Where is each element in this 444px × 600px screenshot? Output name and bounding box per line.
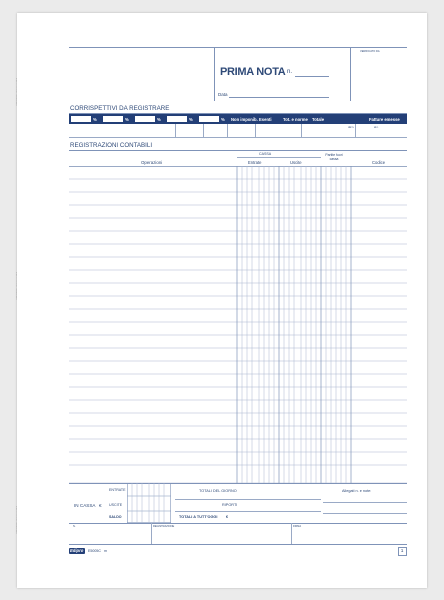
- totals-rule: [175, 511, 241, 512]
- ledger-grid[interactable]: [69, 166, 407, 483]
- partite-fuori-cassa-header: Partite fuori cassa: [325, 153, 343, 161]
- cassa-header: CASSA: [259, 152, 272, 156]
- fatture-dal-label: dal n.: [348, 126, 355, 129]
- percent-label: %: [157, 116, 161, 122]
- percent-label: %: [221, 116, 225, 122]
- corrispettivi-header-bar: [69, 114, 407, 124]
- col-fatture-emesse: Fatture emesse: [369, 116, 400, 122]
- amount-cell[interactable]: [199, 116, 219, 122]
- corr-divider: [227, 124, 228, 137]
- registrazioni-title: REGISTRAZIONI CONTABILI: [70, 142, 153, 149]
- footer-top-rule: [69, 483, 407, 484]
- currency-symbol: €: [99, 503, 102, 508]
- totals-rule: [175, 499, 241, 500]
- cassa-underline: [237, 157, 321, 158]
- sign-registrazione-label: REGISTRAZIONE: [153, 525, 175, 528]
- page-number: 1: [400, 548, 404, 554]
- riporti-label: RIPORTI: [222, 503, 238, 507]
- verified-by-label: VERIFICATO DA: [360, 50, 380, 53]
- amount-cell[interactable]: [167, 116, 187, 122]
- percent-label: %: [125, 116, 129, 122]
- totals-rule: [237, 499, 321, 500]
- signature-divider: [151, 523, 152, 544]
- totali-giorno-label: TOTALI DEL GIORNO: [199, 489, 237, 493]
- header-divider-left: [214, 47, 215, 101]
- brand-logo: Edipro: [70, 548, 84, 553]
- date-field[interactable]: [229, 97, 329, 98]
- sign-n-label: N.: [73, 525, 76, 528]
- corrispettivi-title: CORRISPETTIVI DA REGISTRARE: [70, 105, 170, 112]
- operazioni-header: Operazioni: [141, 160, 163, 165]
- saldo-label: SALDO: [109, 515, 122, 519]
- signature-top-rule: [69, 523, 407, 524]
- in-cassa-label: IN CASSA: [74, 503, 96, 508]
- corr-divider: [255, 124, 256, 137]
- page-title: PRIMA NOTA: [220, 66, 286, 78]
- registrazioni-top-rule: [69, 150, 407, 151]
- prima-nota-sheet: [17, 13, 427, 588]
- col-non-imponibili: Non imponib.: [231, 116, 258, 122]
- corr-bottom-rule: [69, 137, 407, 138]
- corr-divider: [203, 124, 204, 137]
- col-totale: Totale: [312, 116, 325, 122]
- uscite-header: Uscite: [290, 160, 302, 165]
- allegati-label: Allegati n. e note:: [342, 489, 372, 493]
- amount-cell[interactable]: [103, 116, 123, 122]
- col-esenti: Esenti: [259, 116, 272, 122]
- fatture-al-label: al n.: [374, 126, 379, 129]
- amount-cell[interactable]: [135, 116, 155, 122]
- col-tot-norme: Tot. e norme: [283, 116, 308, 122]
- date-label: Data: [218, 92, 228, 97]
- product-code-suffix: m: [104, 549, 107, 553]
- allegati-line: [323, 502, 407, 503]
- codice-header: Codice: [372, 160, 386, 165]
- amount-cell[interactable]: [71, 116, 91, 122]
- header-divider-right: [350, 47, 351, 101]
- page-number-box: [398, 547, 407, 556]
- percent-label: %: [189, 116, 193, 122]
- sign-firma-label: FIRMA: [293, 525, 302, 528]
- header-top-rule: [69, 47, 407, 48]
- signature-divider: [291, 523, 292, 544]
- totali-tutt-oggi-label: TOTALI A TUTT'OGGI: [179, 515, 218, 519]
- corr-divider: [301, 124, 302, 137]
- number-field[interactable]: [295, 76, 329, 77]
- allegati-line: [323, 513, 407, 514]
- corr-divider: [175, 124, 176, 137]
- entrate-header: Entrate: [248, 160, 262, 165]
- percent-label: %: [93, 116, 97, 122]
- cassa-totals-grid[interactable]: [127, 483, 171, 523]
- uscite-label: USCITE: [109, 503, 123, 507]
- totals-rule: [237, 511, 321, 512]
- entrate-label: ENTRATE: [109, 488, 126, 492]
- corr-divider: [355, 124, 356, 137]
- product-code: E5005C: [88, 549, 101, 553]
- totali-currency: €: [226, 515, 229, 519]
- signature-bottom-rule: [69, 544, 407, 545]
- number-label: n.: [287, 69, 293, 75]
